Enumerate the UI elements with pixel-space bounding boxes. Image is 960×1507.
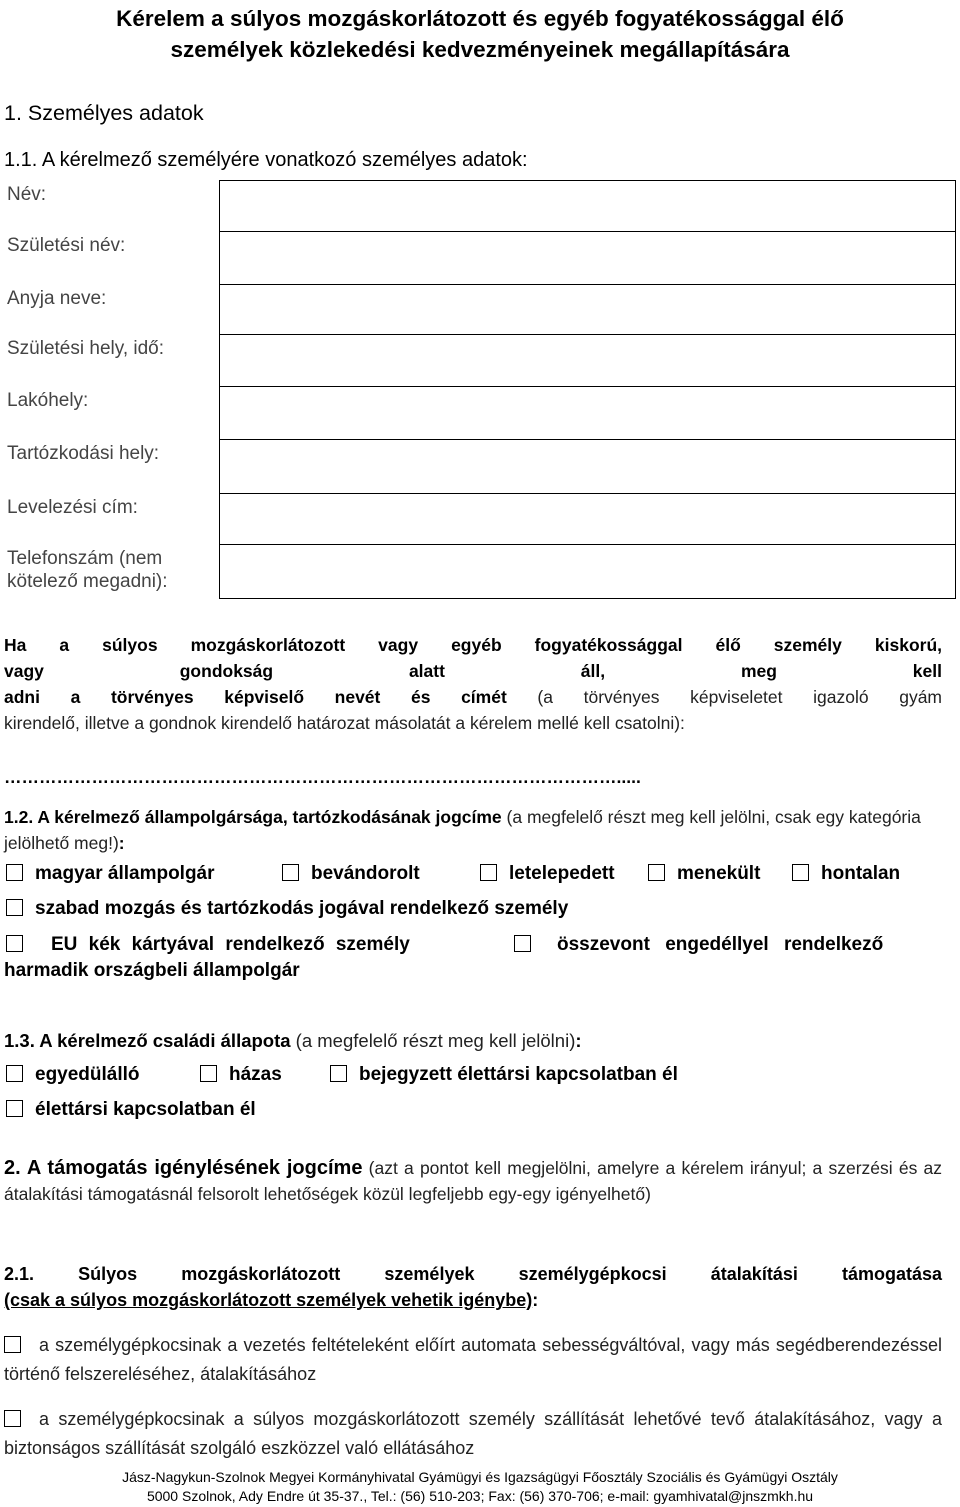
option-label: magyar állampolgár xyxy=(35,863,215,884)
section-2-1-heading: 2.1. Súlyos mozgáskorlátozott személyek személygépkocsi átalakítási támogatása xyxy=(4,1264,942,1284)
section-1-heading: 1. Személyes adatok xyxy=(4,101,204,125)
option-label: bejegyzett élettársi kapcsolatban él xyxy=(359,1064,678,1085)
phone-field[interactable] xyxy=(220,545,956,599)
marital-row-1 xyxy=(6,1062,678,1088)
field-row-name xyxy=(4,181,956,232)
section-1-2-colon: : xyxy=(118,833,125,853)
guardian-note-normal: (a törvényes képviseletet igazoló gyám xyxy=(506,687,943,707)
field-row-residence xyxy=(4,387,956,440)
title-line-1: Kérelem a súlyos mozgáskorlátozott és egyéb fogyatékossággal élő xyxy=(116,6,844,31)
guardian-note-line-2: vagy gondokság alatt áll, meg kell xyxy=(4,661,942,681)
checkbox-icon[interactable] xyxy=(4,1336,21,1353)
field-label: Születési hely, idő: xyxy=(4,335,220,387)
option-label: letelepedett xyxy=(509,863,615,884)
field-row-birth-name xyxy=(4,232,956,285)
option-immigrant[interactable] xyxy=(282,861,480,887)
checkbox-icon[interactable] xyxy=(514,935,531,952)
footer-contact: 5000 Szolnok, Ady Endre út 35-37., Tel.: (56) 510-203; Fax: (56) 370-706; e-mail: gyamhivatal@jnszmkh.hu xyxy=(146,1488,814,1504)
field-row-stay-place xyxy=(4,440,956,494)
checkbox-icon[interactable] xyxy=(6,935,23,952)
checkbox-icon[interactable] xyxy=(6,1065,23,1082)
citizenship-row-3 xyxy=(6,932,940,958)
option-eu-blue-card[interactable] xyxy=(6,932,514,958)
footer-office: Jász-Nagykun-Szolnok Megyei Kormányhivatal Gyámügyi és Igazságügyi Főosztály Szociális és Gyámügyi Osztály xyxy=(122,1469,838,1485)
section-2-heading xyxy=(4,1155,942,1207)
option-combined-permit[interactable] xyxy=(514,932,883,958)
option-free-movement[interactable] xyxy=(6,896,568,922)
option-label: szabad mozgás és tartózkodás jogával rendelkező személy xyxy=(35,898,569,919)
guardian-note xyxy=(4,632,942,736)
section-1-3-colon: : xyxy=(575,1030,582,1051)
field-row-mother-name xyxy=(4,285,956,335)
guardian-note-line-4: kirendelő, illetve a gondnok kirendelő határozat másolatát a kérelem mellé kell csatolni): xyxy=(4,713,685,733)
option-label: hontalan xyxy=(821,863,901,884)
field-label: Lakóhely: xyxy=(4,387,220,440)
citizenship-row-2 xyxy=(6,896,568,922)
field-label: Tartózkodási hely: xyxy=(4,440,220,494)
option-label: menekült xyxy=(677,863,761,884)
guardian-note-line-3 xyxy=(4,684,942,710)
checkbox-icon[interactable] xyxy=(6,1100,23,1117)
field-row-phone xyxy=(4,545,956,599)
document-title xyxy=(0,3,960,65)
option-automatic-transmission[interactable] xyxy=(4,1331,942,1389)
option-label: egyedülálló xyxy=(35,1064,140,1085)
section-1-3-bold: 1.3. A kérelmező családi állapota xyxy=(4,1030,291,1051)
field-label: Anyja neve: xyxy=(4,285,220,335)
option-stateless[interactable] xyxy=(792,861,900,887)
option-married[interactable] xyxy=(200,1062,330,1088)
title-line-2: személyek közlekedési kedvezményeinek megállapítására xyxy=(170,37,790,62)
section-2-1-note: (csak a súlyos mozgáskorlátozott személyek vehetik igénybe) xyxy=(4,1290,533,1310)
section-1-2-bold: 1.2. A kérelmező állampolgársága, tartózkodásának jogcíme xyxy=(4,807,502,827)
section-1-2-heading xyxy=(4,804,942,856)
section-2-bold: 2. A támogatás igénylésének jogcíme xyxy=(4,1157,363,1179)
field-label: Név: xyxy=(4,181,220,232)
option-settled[interactable] xyxy=(480,861,648,887)
option-label: a személygépkocsinak a vezetés feltételeként előírt automata sebességváltóval, vagy más segédberendezéssel történő felszereléséhez, átalakításához xyxy=(4,1335,942,1384)
field-row-birth-place-date xyxy=(4,335,956,387)
name-field[interactable] xyxy=(220,181,956,232)
birth-place-date-field[interactable] xyxy=(220,335,956,387)
birth-name-field[interactable] xyxy=(220,232,956,285)
guardian-fill-line[interactable]: ……………………………………………………………………………………………..... xyxy=(4,767,641,787)
marital-row-2 xyxy=(6,1097,256,1123)
residence-field[interactable] xyxy=(220,387,956,440)
stay-place-field[interactable] xyxy=(220,440,956,494)
option-cohabitation[interactable] xyxy=(6,1097,256,1123)
field-label: Levelezési cím: xyxy=(4,494,220,545)
option-label: összevont engedéllyel rendelkező xyxy=(557,934,884,955)
field-label: Telefonszám (nem kötelező megadni): xyxy=(4,545,220,599)
option-label: bevándorolt xyxy=(311,863,420,884)
option-single[interactable] xyxy=(6,1062,200,1088)
option-label: élettársi kapcsolatban él xyxy=(35,1099,256,1120)
section-1-3-heading xyxy=(4,1028,942,1054)
option-registered-partnership[interactable] xyxy=(330,1062,678,1088)
section-1-1-heading: 1.1. A kérelmező személyére vonatkozó személyes adatok: xyxy=(4,149,528,171)
option-refugee[interactable] xyxy=(648,861,792,887)
citizenship-row-1 xyxy=(6,861,900,887)
option-label: a személygépkocsinak a súlyos mozgáskorlátozott személy szállítását lehetővé tevő átalakításához, vagy a biztonságos szállítását szolgáló eszközzel való ellátásához xyxy=(4,1409,942,1458)
option-label: EU kék kártyával rendelkező személy xyxy=(51,934,410,955)
field-row-mailing-address xyxy=(4,494,956,545)
personal-data-table xyxy=(4,180,956,599)
checkbox-icon[interactable] xyxy=(792,864,809,881)
section-1-3-normal: (a megfelelő részt meg kell jelölni) xyxy=(290,1030,576,1051)
checkbox-icon[interactable] xyxy=(200,1065,217,1082)
section-1-2-normal: (a megfelelő részt meg kell jelölni, csak egy kategória jelölhető meg!) xyxy=(4,807,921,853)
checkbox-icon[interactable] xyxy=(4,1410,21,1427)
field-label: Születési név: xyxy=(4,232,220,285)
checkbox-icon[interactable] xyxy=(282,864,299,881)
checkbox-icon[interactable] xyxy=(480,864,497,881)
option-transport-adaptation[interactable] xyxy=(4,1405,942,1463)
section-2-normal: (azt a pontot kell megjelölni, amelyre a kérelem irányul; a szerzési és az átalakítási támogatásnál felsorolt lehetőségek közül legfeljebb egy-egy igényelhető) xyxy=(4,1158,943,1204)
mailing-address-field[interactable] xyxy=(220,494,956,545)
guardian-note-bold: adni a törvényes képviselő nevét és címét xyxy=(4,687,507,707)
checkbox-icon[interactable] xyxy=(6,864,23,881)
section-2-1-subheading xyxy=(4,1287,942,1313)
mother-name-field[interactable] xyxy=(220,285,956,335)
checkbox-icon[interactable] xyxy=(330,1065,347,1082)
checkbox-icon[interactable] xyxy=(648,864,665,881)
combined-permit-line-2: harmadik országbeli állampolgár xyxy=(4,960,300,981)
checkbox-icon[interactable] xyxy=(6,899,23,916)
option-label: házas xyxy=(229,1064,282,1085)
guardian-note-line-1: Ha a súlyos mozgáskorlátozott vagy egyéb fogyatékossággal élő személy kiskorú, xyxy=(4,635,942,655)
section-2-1-colon: : xyxy=(532,1290,539,1310)
option-hungarian-citizen[interactable] xyxy=(6,861,282,887)
